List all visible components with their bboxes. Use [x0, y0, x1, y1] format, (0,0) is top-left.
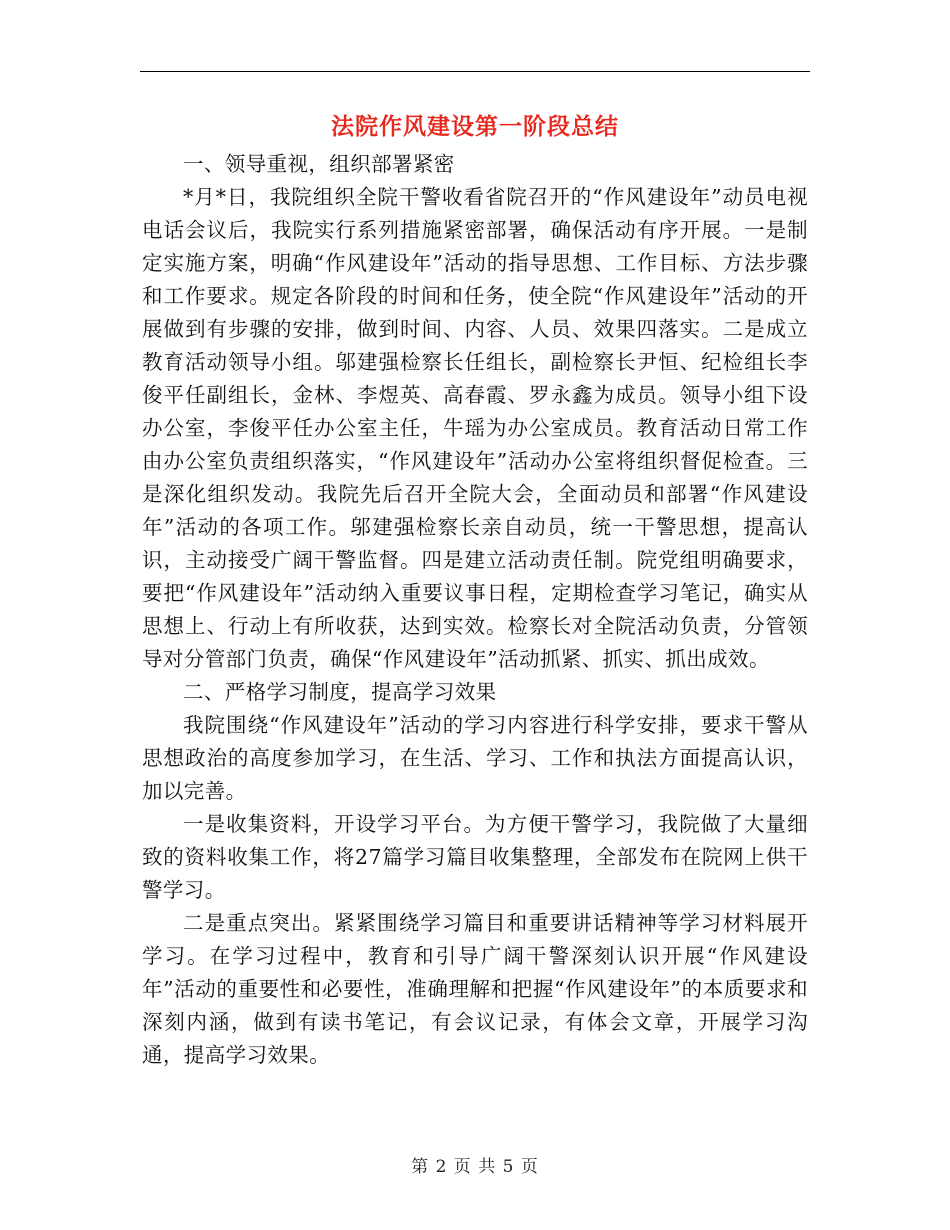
- section-heading-2: 二、严格学习制度，提高学习效果: [183, 680, 497, 704]
- paragraph-1: *月*日，我院组织全院干警收看省院召开的“作风建设年”动员电视电话会议后，我院实行系列措施紧密部署，确保活动有序开展。一是制定实施方案，明确“作风建设年”活动的指导思想、工作目标、方法步骤和工作要求。规定各阶段的时间和任务，使全院“作风建设年”活动的开展做到有步骤的安排，做到时间、内容、人员、效果四落实。二是成立教育活动领导小组。邬建强检察长任组长，副检察长尹恒、纪检组长李俊平任副组长，金林、李煜英、高春霞、罗永鑫为成员。领导小组下设办公室，李俊平任办公室主任，牛瑶为办公室成员。教育活动日常工作由办公室负责组织落实，“作风建设年”活动办公室将组织督促检查。三是深化组织发动。我院先后召开全院大会，全面动员和部署“作风建设年”活动的各项工作。邬建强检察长亲自动员，统一干警思想，提高认识，主动接受广阔干警监督。四是建立活动责任制。院党组明确要求，要把“作风建设年”活动纳入重要议事日程，定期检查学习笔记，确实从思想上、行动上有所收获，达到实效。检察长对全院活动负责，分管领导对分管部门负责，确保“作风建设年”活动抓紧、抓实、抓出成效。: [142, 185, 808, 671]
- document-title: 法院作风建设第一阶段总结: [331, 114, 619, 140]
- header-rule: [140, 71, 810, 72]
- paragraph-3: 一是收集资料，开设学习平台。为方便干警学习，我院做了大量细致的资料收集工作，将27篇学习篇目收集整理，全部发布在院网上供干警学习。: [142, 812, 808, 902]
- page-footer: 第 2 页 共 5 页: [411, 1157, 539, 1177]
- section-heading-1: 一、领导重视，组织部署紧密: [183, 152, 455, 176]
- paragraph-2: 我院围绕“作风建设年”活动的学习内容进行科学安排，要求干警从思想政治的高度参加学习，在生活、学习、工作和执法方面提高认识，加以完善。: [142, 713, 808, 803]
- paragraph-4: 二是重点突出。紧紧围绕学习篇目和重要讲话精神等学习材料展开学习。在学习过程中，教育和引导广阔干警深刻认识开展“作风建设年”活动的重要性和必要性，准确理解和把握“作风建设年”的本质要求和深刻内涵，做到有读书笔记，有会议记录，有体会文章，开展学习沟通，提高学习效果。: [142, 911, 808, 1067]
- document-body: [142, 148, 808, 1072]
